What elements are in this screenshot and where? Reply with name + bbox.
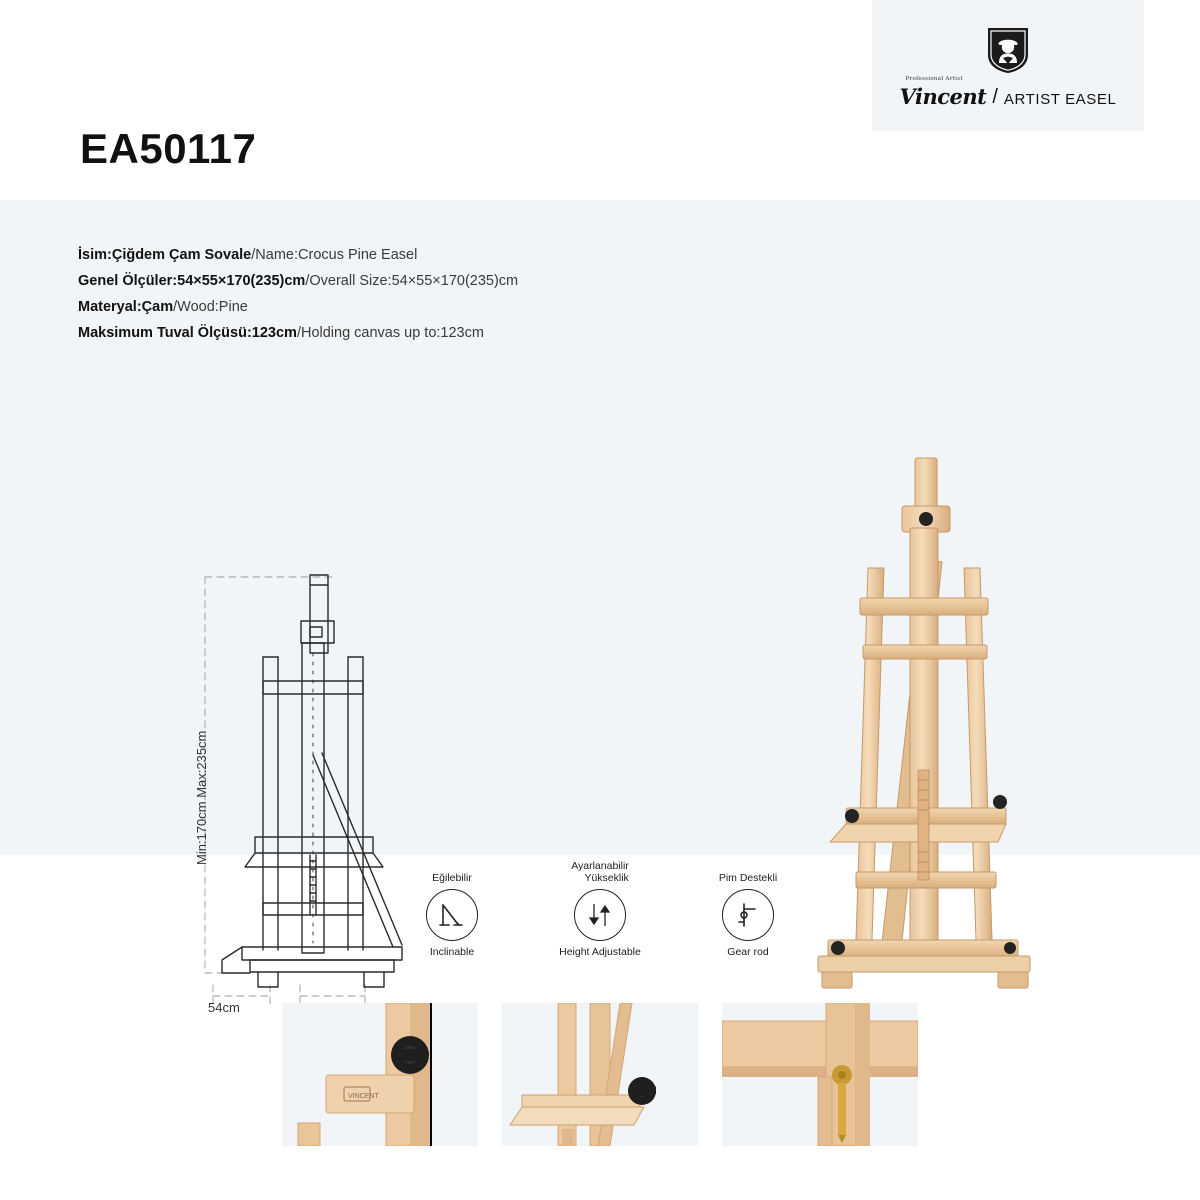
spec-value-en: Pine	[218, 299, 248, 315]
feature-label-en: Gear rod	[727, 946, 769, 958]
spec-label-tr: İsim:	[78, 247, 112, 263]
feature-height-adjustable	[540, 860, 660, 958]
feature-label-en: Height Adjustable	[559, 946, 641, 958]
feature-label-tr	[571, 860, 629, 884]
feature-label-en: Inclinable	[429, 946, 475, 958]
spec-separator: /	[251, 247, 256, 263]
spec-value-en: 123cm	[440, 325, 484, 341]
spec-separator: /	[296, 325, 301, 341]
dimension-height-label: Min:170cm Max:235cm	[194, 730, 209, 865]
brand-name	[899, 75, 987, 109]
feature-label-tr: Eğilebilir	[432, 872, 472, 884]
spec-value-tr: Çiğdem Çam Sovale	[111, 247, 252, 263]
spec-value-tr: 123cm	[251, 325, 297, 341]
spec-label-en: Wood:	[177, 299, 219, 315]
detail-joint-photo	[722, 1003, 918, 1146]
spec-label-tr: Maksimum Tuval Ölçüsü:	[78, 325, 252, 341]
feature-label-tr: Pim Destekli	[718, 872, 778, 884]
tilting-easel-icon	[426, 889, 478, 941]
spec-separator: /	[305, 273, 310, 289]
detail-tray-photo	[502, 1003, 698, 1146]
spec-row	[78, 320, 778, 346]
spec-row	[78, 268, 778, 294]
spec-value-tr: 54×55×170(235)cm	[177, 273, 306, 289]
feature-gear-rod	[688, 860, 808, 958]
spec-value-en: 54×55×170(235)cm	[391, 273, 519, 289]
svg-text:VINCENT: VINCENT	[348, 1093, 379, 1100]
brand-subtitle: ARTIST EASEL	[1003, 90, 1117, 108]
feature-label-tr-line1: Ayarlanabilir	[571, 860, 629, 872]
specification-list	[78, 242, 778, 346]
spec-label-en: Overall Size:	[309, 273, 392, 289]
feature-label-tr-line2: Yükseklik	[584, 872, 629, 884]
brand-badge	[872, 0, 1144, 131]
spec-label-tr: Materyal:	[78, 299, 142, 315]
detail-photo-gallery	[0, 1003, 1200, 1146]
spec-value-en: Crocus Pine Easel	[298, 247, 418, 263]
dimension-depth-label: 54cm	[208, 1000, 240, 1015]
spec-label-en: Holding canvas up to:	[300, 325, 441, 341]
brand-name-superscript: Professional Artist	[905, 75, 963, 82]
spec-label-tr: Genel Ölçüler:	[78, 273, 178, 289]
feature-list	[0, 860, 1200, 990]
brand-name-text: Vincent	[899, 83, 987, 109]
spec-separator: /	[173, 299, 178, 315]
shield-artist-portrait-icon	[985, 25, 1031, 80]
spec-label-en: Name:	[255, 247, 299, 263]
spec-row	[78, 294, 778, 320]
height-arrows-icon	[574, 889, 626, 941]
spec-row	[78, 242, 778, 268]
detail-knob-photo	[282, 1003, 478, 1146]
spec-value-tr: Çam	[141, 299, 174, 315]
gear-rod-icon	[722, 889, 774, 941]
feature-inclinable	[392, 860, 512, 958]
page-title: EA50117	[80, 125, 257, 172]
brand-separator: /	[992, 85, 998, 108]
